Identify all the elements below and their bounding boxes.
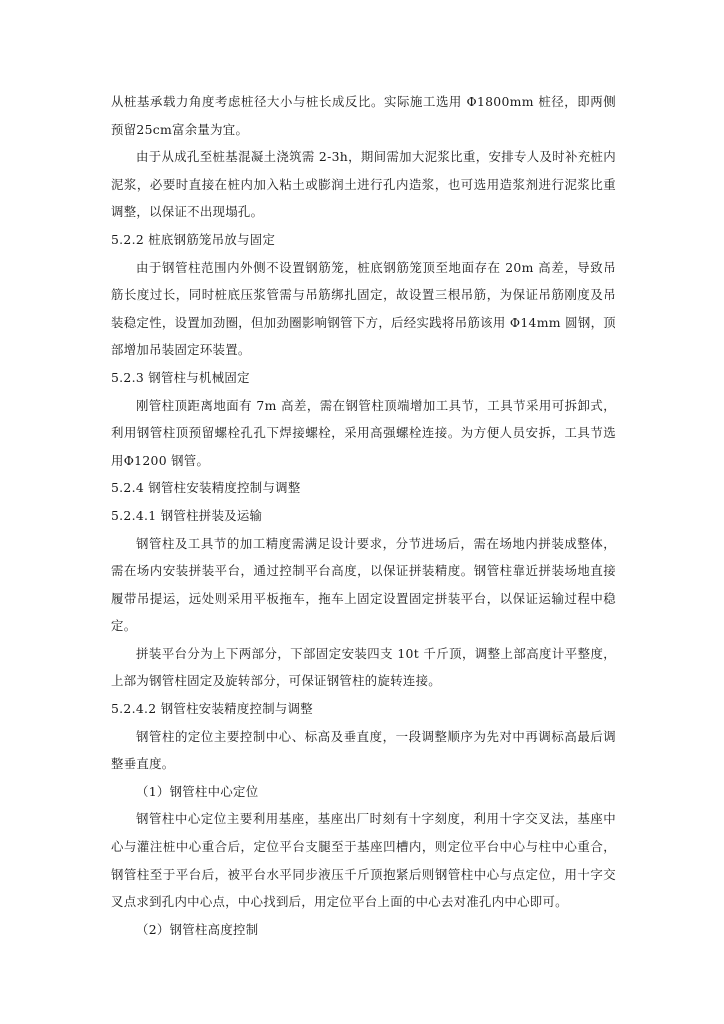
paragraph-positioning-order: 钢管柱的定位主要控制中心、标高及垂直度，一段调整顺序为先对中再调标高最后调整垂直度。 bbox=[111, 728, 616, 772]
paragraph-mud-slurry: 由于从成孔至桩基混凝土浇筑需 2-3h，期间需加大泥浆比重，安排专人及时补充桩内泥浆，必要时直接在桩内加入粘土或膨润土进行孔内造浆，也可选用造浆剂进行泥浆比重调整，以保证不出现塌孔。 bbox=[111, 149, 616, 220]
document-body bbox=[111, 88, 616, 943]
section-heading-5-2-4-2: 5.2.4.2 钢管柱安装精度控制与调整 bbox=[111, 701, 313, 717]
subheading-height-control: （2）钢管柱高度控制 bbox=[136, 921, 259, 937]
paragraph-center-positioning: 钢管柱中心定位主要利用基座，基座出厂时刻有十字刻度，利用十字交叉法，基座中心与灌注桩中心重合后，定位平台支腿至于基座凹槽内，则定位平台中心与柱中心重合，钢管柱至于平台后，被平台水平同步液压千斤顶抱紧后则钢管柱中心与点定位，用十字交叉点求到孔内中心点，中心找到后，用定位平台上面的中心去对准孔内中心即可。 bbox=[111, 811, 616, 910]
section-heading-5-2-2: 5.2.2 桩底钢筋笼吊放与固定 bbox=[111, 231, 276, 247]
paragraph-pile-diameter: 从桩基承载力角度考虑桩径大小与桩长成反比。实际施工选用 Φ1800mm 桩径，即两侧预留25cm富余量为宜。 bbox=[111, 94, 616, 137]
section-heading-5-2-3: 5.2.3 钢管柱与机械固定 bbox=[111, 369, 250, 385]
section-heading-5-2-4: 5.2.4 钢管柱安装精度控制与调整 bbox=[111, 480, 301, 496]
paragraph-assembly-platform: 拼装平台分为上下两部分，下部固定安装四支 10t 千斤顶，调整上部高度计平整度，上部为钢管柱固定及旋转部分，可保证钢管柱的旋转连接。 bbox=[111, 645, 616, 689]
paragraph-assembly-transport: 钢管柱及工具节的加工精度需满足设计要求，分节进场后，需在场地内拼装成整体，需在场内安装拼装平台，通过控制平台高度，以保证拼装精度。钢管柱靠近拼装场地直接履带吊提运，远处则采用平板拖车，拖车上固定设置固定拼装平台，以保证运输过程中稳定。 bbox=[111, 535, 616, 634]
paragraph-tool-section: 刚管柱顶距离地面有 7m 高差，需在钢管柱顶端增加工具节，工具节采用可拆卸式，利用钢管柱顶预留螺栓孔孔下焊接螺栓，采用高强螺栓连接。为方便人员安拆，工具节选用Φ1200 钢管。 bbox=[111, 397, 616, 468]
paragraph-rebar-cage: 由于钢管柱范围内外侧不设置钢筋笼，桩底钢筋笼顶至地面存在 20m 高差，导致吊筋长度过长，同时桩底压浆管需与吊筋绑扎固定，故设置三根吊筋，为保证吊筋刚度及吊装稳定性，设置加劲圈，但加劲圈影响钢管下方，后经实践将吊筋该用 Φ14mm 圆钢，顶部增加吊装固定环装置。 bbox=[111, 259, 616, 358]
section-heading-5-2-4-1: 5.2.4.1 钢管柱拼装及运输 bbox=[111, 507, 263, 523]
subheading-center-positioning: （1）钢管柱中心定位 bbox=[136, 783, 259, 799]
